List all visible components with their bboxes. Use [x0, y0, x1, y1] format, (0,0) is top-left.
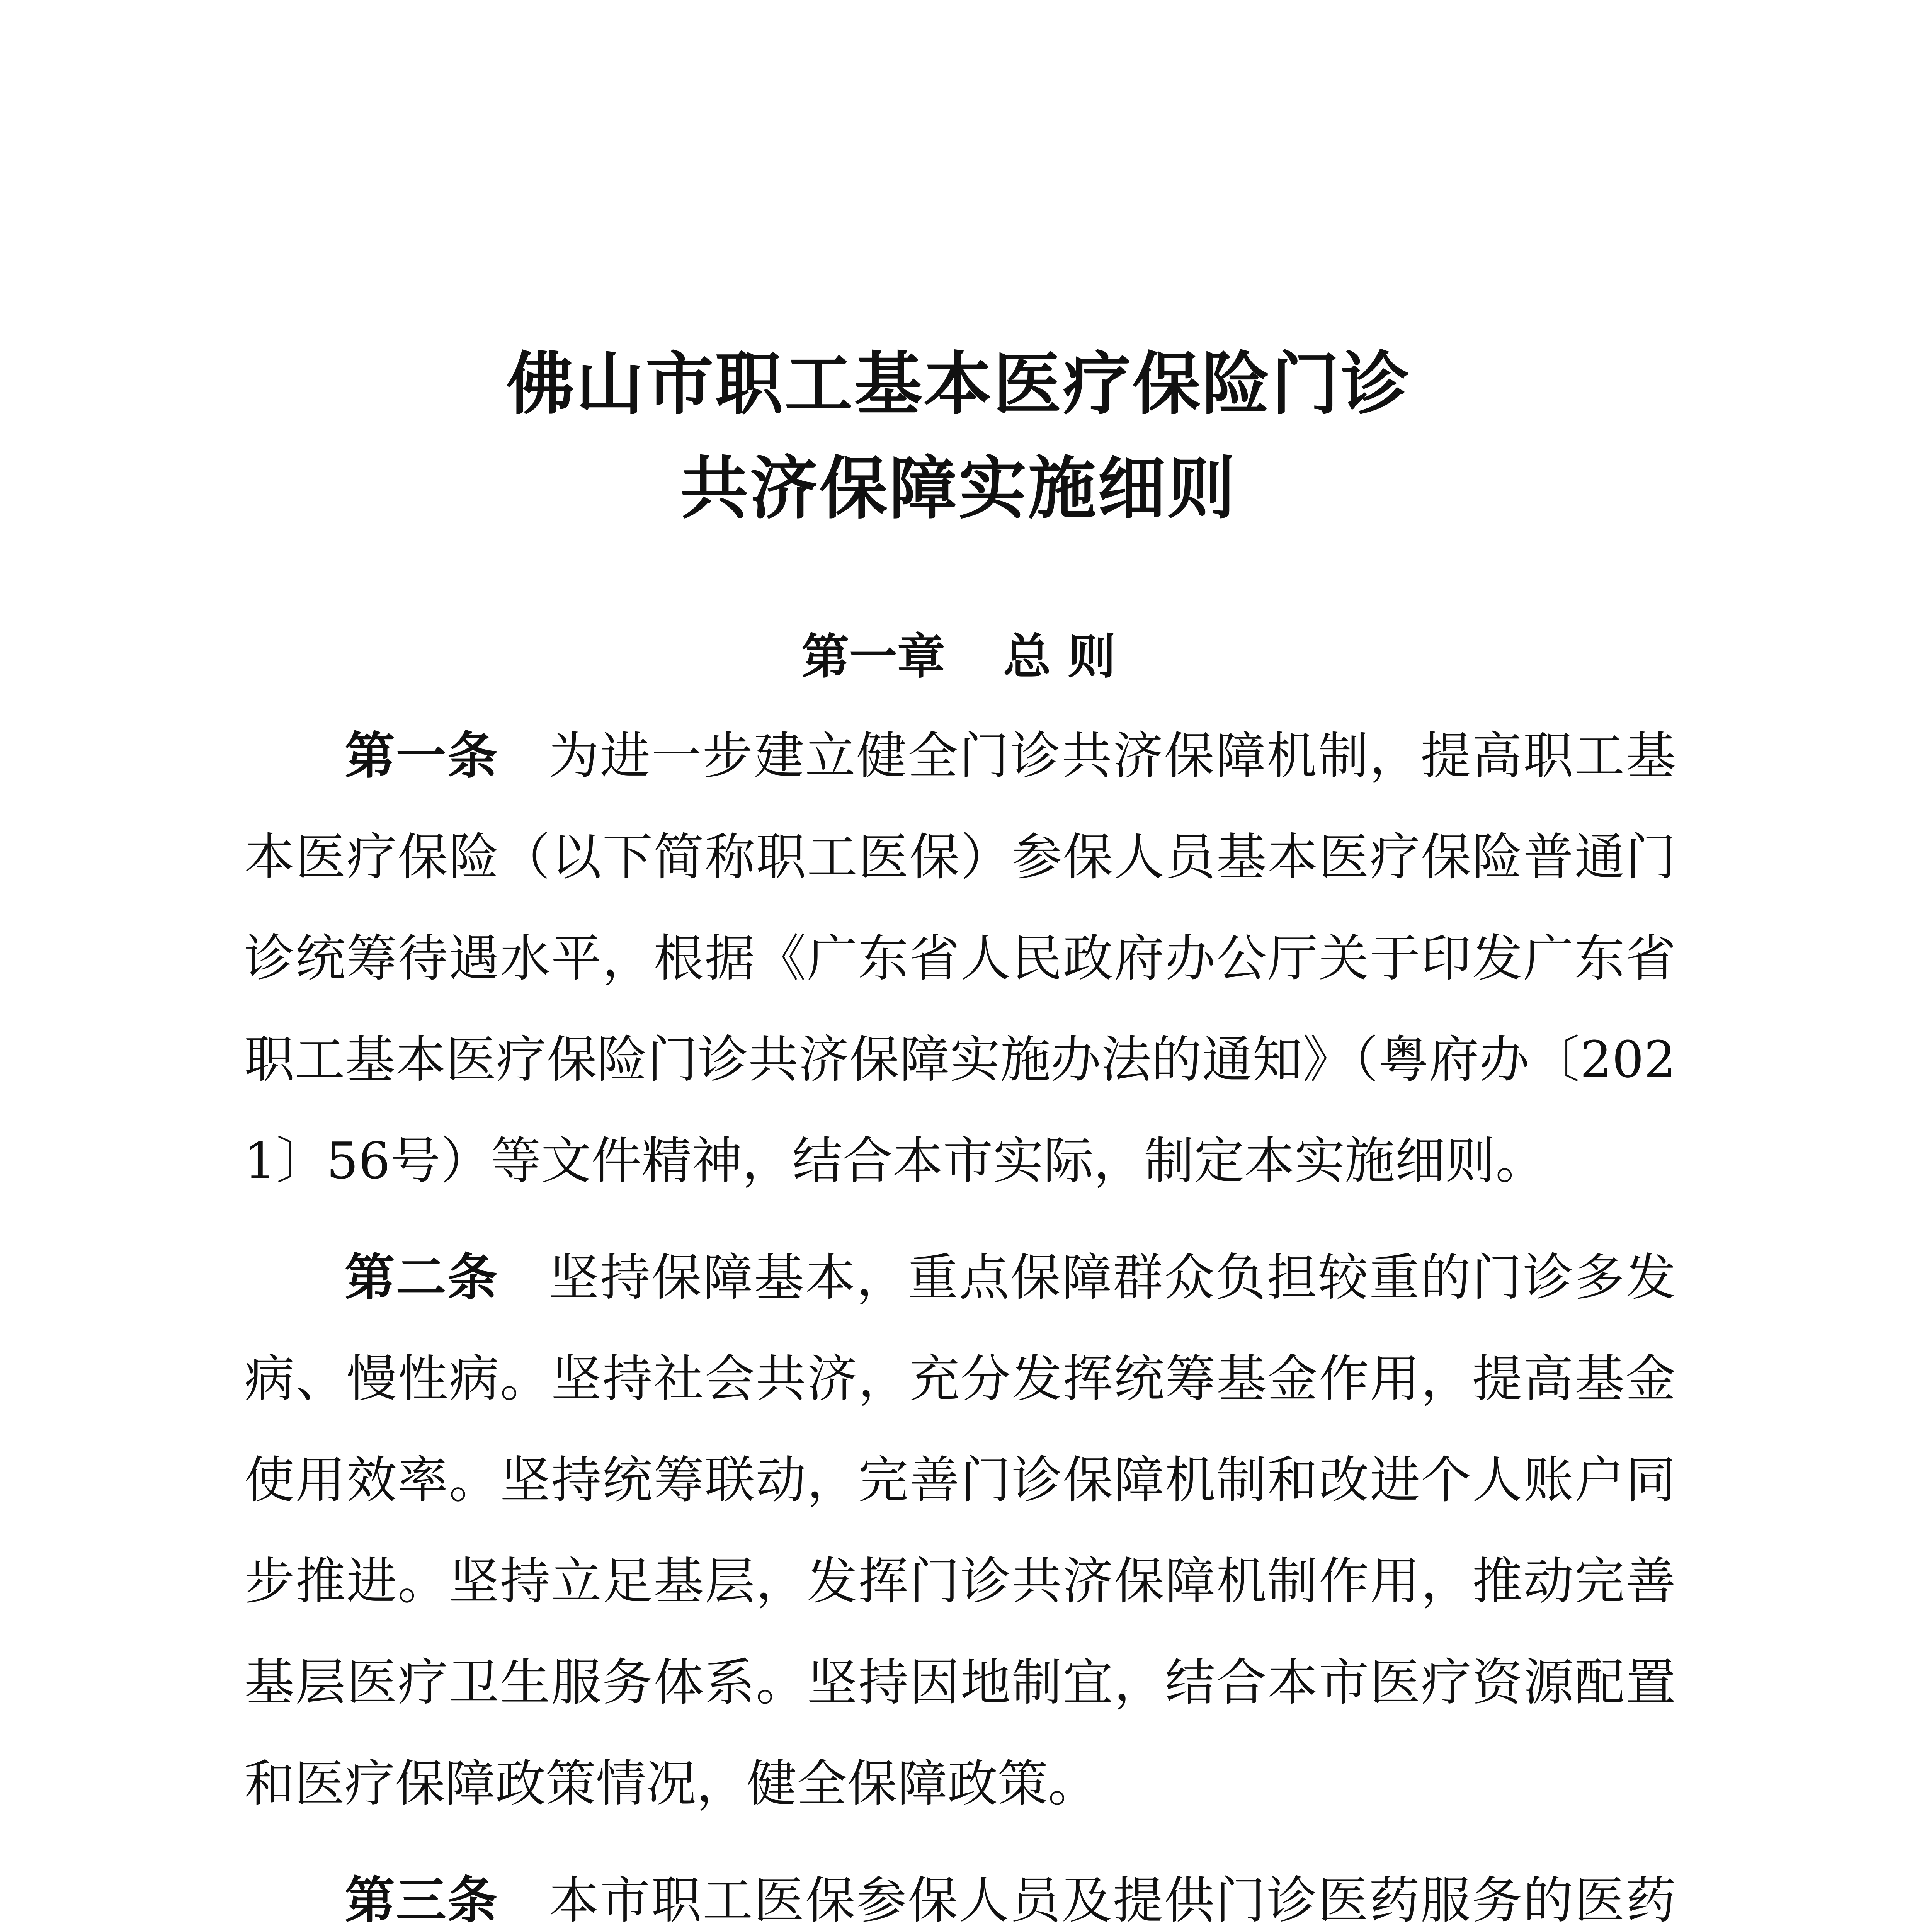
article-3 [244, 1850, 1676, 1932]
article-label: 第二条 [345, 1248, 499, 1307]
article-label: 第一条 [345, 726, 499, 785]
article-text: 坚持保障基本，重点保障群众负担较重的门诊多发病、慢性病。坚持社会共济，充分发挥统筹基金作用，提高基金使用效率。坚持统筹联动，完善门诊保障机制和改进个人账户同步推进。坚持立足基层，发挥门诊共济保障机制作用，推动完善基层医疗卫生服务体系。坚持因地制宜，结合本市医疗资源配置和医疗保障政策情况，健全保障政策。 [244, 1248, 1676, 1813]
article-1 [244, 705, 1676, 1211]
chapter-heading [0, 618, 1917, 696]
document-body [244, 705, 1676, 1932]
document-title-line-1: 佛山市职工基本医疗保险门诊 [506, 345, 1411, 424]
chapter-name: 总 则 [1003, 629, 1116, 685]
document-title-line-2: 共济保障实施细则 [680, 449, 1237, 528]
article-text: 为进一步建立健全门诊共济保障机制，提高职工基本医疗保险（以下简称职工医保）参保人员基本医疗保险普通门诊统筹待遇水平，根据《广东省人民政府办公厅关于印发广东省职工基本医疗保险门诊共济保障实施办法的通知》（粤府办〔2021〕56号）等文件精神，结合本市实际，制定本实施细则。 [244, 726, 1676, 1190]
chapter-number: 第一章 [801, 629, 945, 685]
article-2 [244, 1227, 1676, 1834]
article-text: 本市职工医保参保人员及提供门诊医药服务的医药 [549, 1871, 1676, 1930]
article-label: 第三条 [345, 1871, 499, 1930]
